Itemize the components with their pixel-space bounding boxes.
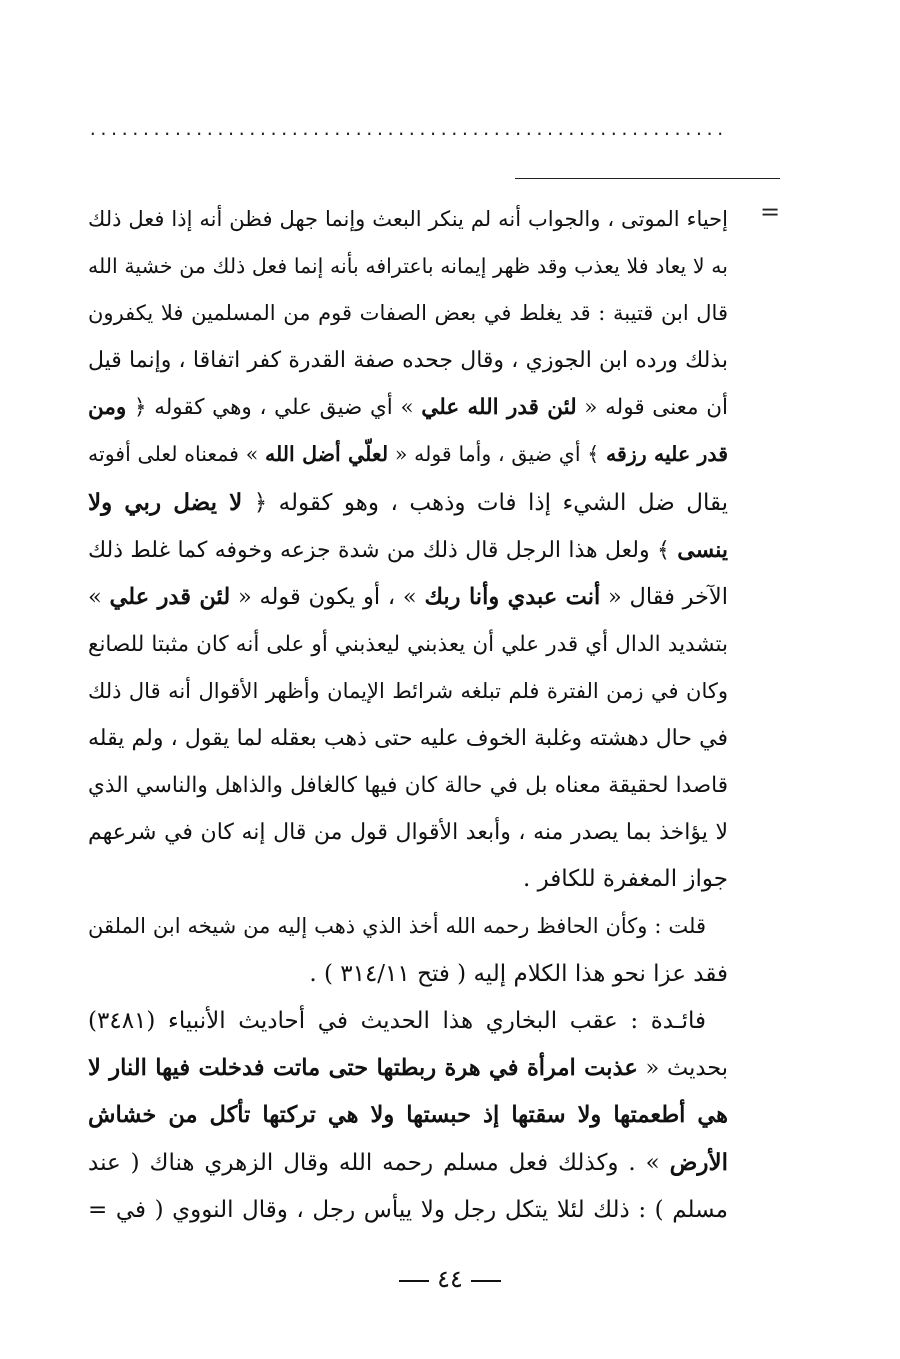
text-line: ينسى ﴾ ولعل هذا الرجل قال ذلك من شدة جزعه وخوفه كما غلط ذلك — [88, 536, 728, 563]
footnote-rule — [515, 178, 780, 179]
text-line: لا يؤاخذ بما يصدر منه ، وأبعد الأقوال قول من قال إنه كان في شرعهم — [88, 820, 728, 846]
text-line: مسلم ) : ذلك لئلا يتكل رجل ولا ييأس رجل ، وقال النووي ( في = — [88, 1196, 728, 1223]
text-line: يقال ضل الشيء إذا فات وذهب ، وهو كقوله ﴿ لا يضل ربي ولا — [88, 488, 728, 516]
text-line: بتشديد الدال أي قدر علي أن يعذبني ليعذبني أو على أنه كان مثبتا للصانع — [88, 631, 728, 657]
text-line: الآخر فقال « أنت عبدي وأنا ربك » ، أو يكون قوله « لئن قدر علي » — [88, 583, 729, 610]
text-line: جواز المغفرة للكافر . — [522, 866, 728, 893]
page-number-value: ٤٤ — [437, 1265, 463, 1293]
text-line: الأرض » . وكذلك فعل مسلم رحمه الله وقال الزهري هناك ( عند — [88, 1148, 728, 1176]
text-line: بذلك ورده ابن الجوزي ، وقال جحده صفة القدرة كفر اتفاقا ، وإنما قيل — [88, 348, 728, 374]
text-line: قاصدا لحقيقة معناه بل في حالة كان فيها كالغافل والذاهل والناسي الذي — [88, 773, 728, 799]
text-line: بحديث « عذبت امرأة في هرة ربطتها حتى ماتت فدخلت فيها النار لا — [88, 1054, 728, 1081]
text-line: أن معنى قوله « لئن قدر الله علي » أي ضيق علي ، وهي كقوله ﴿ ومن — [88, 395, 729, 421]
text-line: قدر عليه رزقه ﴾ أي ضيق ، وأما قوله « لعلّي أضل الله » فمعناه لعلى أفوته — [88, 442, 728, 467]
page-number-dash — [471, 1280, 501, 1282]
text-line: به لا يعاد فلا يعذب وقد ظهر إيمانه باعترافه بأنه إنما فعل ذلك من خشية الله — [88, 254, 728, 279]
dotted-separator: ............................................................ — [88, 120, 726, 139]
page-number — [0, 1265, 900, 1293]
text-line: قلت : وكأن الحافظ رحمه الله أخذ الذي ذهب إليه من شيخه ابن الملقن — [88, 914, 706, 939]
page-number-dash — [399, 1280, 429, 1282]
text-line: وكان في زمن الفترة فلم تبلغه شرائط الإيمان وأظهر الأقوال أنه قال ذلك — [88, 678, 728, 703]
text-line: إحياء الموتى ، والجواب أنه لم ينكر البعث وإنما جهل فظن أنه إذا فعل ذلك — [88, 207, 728, 231]
text-line: هي أطعمتها ولا سقتها إذ حبستها ولا هي تركتها تأكل من خشاش — [88, 1101, 728, 1128]
continuation-mark: = — [760, 198, 781, 226]
footnote-text — [88, 196, 728, 1234]
text-line: فائـدة : عقب البخاري هذا الحديث في أحاديث الأنبياء (٣٤٨١) — [88, 1007, 706, 1034]
text-line: فقد عزا نحو هذا الكلام إليه ( فتح ٣١٤/١١ ) . — [309, 960, 728, 987]
text-line: قال ابن قتيبة : قد يغلط في بعض الصفات قوم من المسلمين فلا يكفرون — [88, 301, 728, 326]
text-line: في حال دهشته وغلبة الخوف عليه حتى ذهب بعقله لما يقول ، ولم يقله — [88, 726, 728, 752]
